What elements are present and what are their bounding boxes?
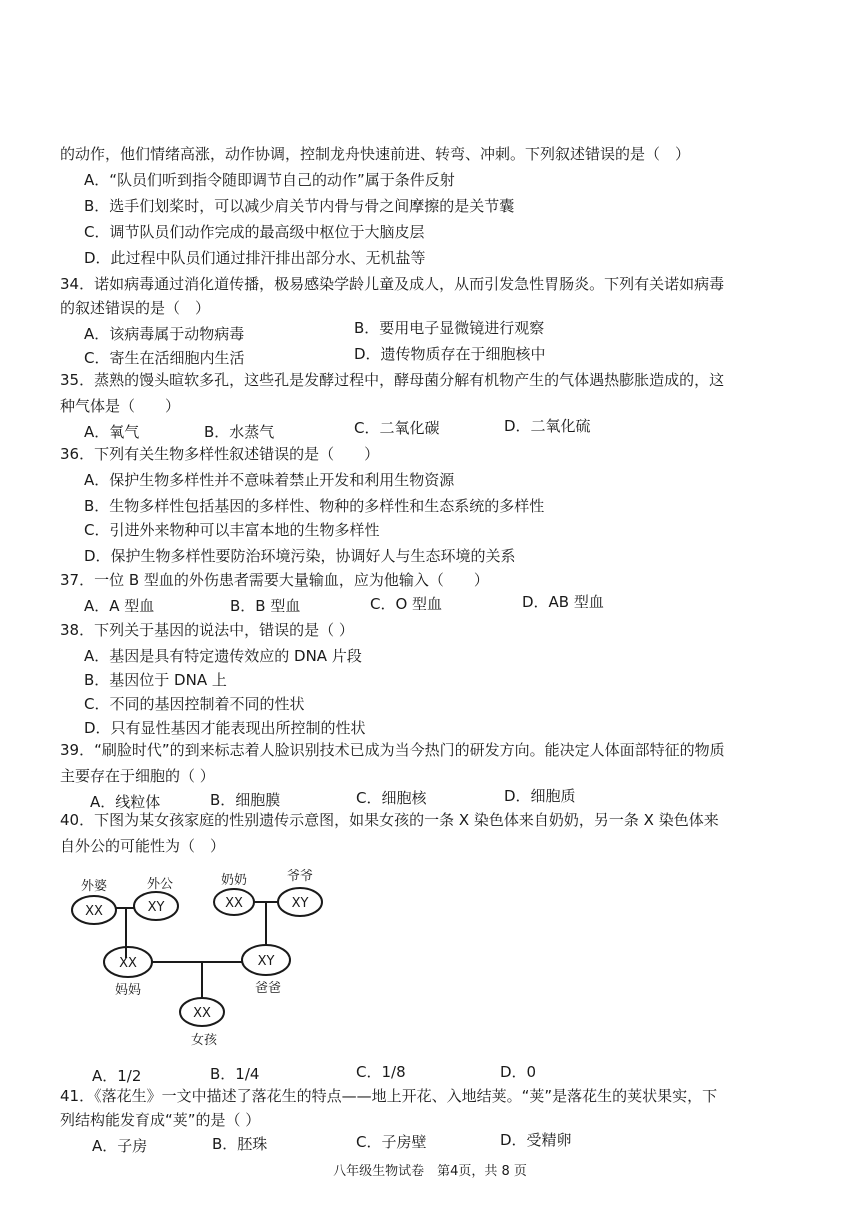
q33-option-c: C．调节队员们动作完成的最高级中枢位于大脑皮层 <box>84 223 425 241</box>
q38-option-a: A．基因是具有特定遗传效应的 DNA 片段 <box>84 647 362 665</box>
nainai-label: 奶奶 <box>220 873 248 888</box>
yeye-label: 爷爷 <box>286 869 314 884</box>
q34-option-d: D．遗传物质存在于细胞核中 <box>354 345 546 363</box>
q41-stem-line2: 列结构能发育成“荚”的是（ ） <box>60 1111 261 1129</box>
page-footer: 八年级生物试卷 第4页，共 8 页 <box>333 1164 527 1179</box>
q39-stem-line2: 主要存在于细胞的（ ） <box>60 767 215 785</box>
q40-option-d: D．0 <box>500 1063 537 1081</box>
q39-option-c: C．细胞核 <box>356 789 427 807</box>
q39-option-a: A．线粒体 <box>90 793 161 811</box>
sex-inheritance-diagram <box>60 862 360 1052</box>
q35-stem-line1: 35．蒸熟的馒头暄软多孔，这些孔是发酵过程中，酵母菌分解有机物产生的气体遇热膨胀造成的，这 <box>60 371 725 389</box>
q35-option-b: B．水蒸气 <box>204 423 275 441</box>
q38-stem: 38．下列关于基因的说法中，错误的是（ ） <box>60 621 354 639</box>
q36-stem: 36．下列有关生物多样性叙述错误的是（ ） <box>60 445 380 463</box>
q40-stem-line1: 40．下图为某女孩家庭的性别遗传示意图，如果女孩的一条 X 染色体来自奶奶，另一条 X 染色体来 <box>60 811 719 829</box>
q38-option-c: C．不同的基因控制着不同的性状 <box>84 695 305 713</box>
q38-option-d: D．只有显性基因才能表现出所控制的性状 <box>84 719 366 737</box>
q41-option-d: D．受精卵 <box>500 1131 572 1149</box>
q34-stem-line1: 34．诺如病毒通过消化道传播，极易感染学龄儿童及成人，从而引发急性胃肠炎。下列有关诺如病毒 <box>60 275 725 293</box>
q36-option-a: A．保护生物多样性并不意味着禁止开发和利用生物资源 <box>84 471 455 489</box>
q41-option-a: A．子房 <box>92 1137 148 1155</box>
mama-chrom: XX <box>119 956 137 971</box>
q36-option-b: B．生物多样性包括基因的多样性、物种的多样性和生态系统的多样性 <box>84 497 545 515</box>
nainai-chrom: XX <box>225 896 243 911</box>
waigong-label: 外公 <box>146 877 174 892</box>
q36-option-c: C．引进外来物种可以丰富本地的生物多样性 <box>84 521 380 539</box>
q39-option-b: B．细胞膜 <box>210 791 281 809</box>
waigong-chrom: XY <box>147 900 165 915</box>
q35-stem-line2: 种气体是（ ） <box>60 397 181 415</box>
q41-option-b: B．胚珠 <box>212 1135 268 1153</box>
q34-stem-line2: 的叙述错误的是（ ） <box>60 299 211 317</box>
q35-option-c: C．二氧化碳 <box>354 419 440 437</box>
q40-option-c: C．1/8 <box>356 1063 406 1081</box>
q40-stem-line2: 自外公的可能性为（ ） <box>60 837 226 855</box>
q35-option-d: D．二氧化硫 <box>504 417 591 435</box>
baba-chrom: XY <box>257 954 275 969</box>
waipo-label: 外婆 <box>80 879 108 894</box>
q34-option-b: B．要用电子显微镜进行观察 <box>354 319 545 337</box>
q37-option-b: B．B 型血 <box>230 597 301 615</box>
q33-option-a: A．“队员们听到指令随即调节自己的动作”属于条件反射 <box>84 171 455 189</box>
girl-chrom: XX <box>193 1006 211 1021</box>
q34-option-c: C．寄生在活细胞内生活 <box>84 349 245 367</box>
q39-stem-line1: 39．“刷脸时代”的到来标志着人脸识别技术已成为当今热门的研发方向。能决定人体面部特征的物质 <box>60 741 725 759</box>
q37-option-a: A．A 型血 <box>84 597 155 615</box>
q37-option-c: C．O 型血 <box>370 595 443 613</box>
q35-option-a: A．氧气 <box>84 423 140 441</box>
q41-option-c: C．子房壁 <box>356 1133 427 1151</box>
q37-option-d: D．AB 型血 <box>522 593 604 611</box>
q40-option-b: B．1/4 <box>210 1065 260 1083</box>
girl-label: 女孩 <box>190 1033 218 1048</box>
q41-stem-line1: 41．《落花生》一文中描述了落花生的特点——地上开花、入地结荚。“荚”是落花生的荚状果实，下 <box>60 1087 718 1105</box>
baba-label: 爸爸 <box>254 981 282 996</box>
q37-stem: 37．一位 B 型血的外伤患者需要大量输血，应为他输入（ ） <box>60 571 489 589</box>
mama-label: 妈妈 <box>114 983 142 998</box>
q33-option-b: B．选手们划桨时，可以减少肩关节内骨与骨之间摩擦的是关节囊 <box>84 197 515 215</box>
yeye-chrom: XY <box>291 896 309 911</box>
q33-stem: 的动作，他们情绪高涨，动作协调，控制龙舟快速前进、转弯、冲刺。下列叙述错误的是（ ） <box>60 145 691 163</box>
q36-option-d: D．保护生物多样性要防治环境污染，协调好人与生态环境的关系 <box>84 547 516 565</box>
q33-option-d: D．此过程中队员们通过排汗排出部分水、无机盐等 <box>84 249 426 267</box>
q38-option-b: B．基因位于 DNA 上 <box>84 671 227 689</box>
q39-option-d: D．细胞质 <box>504 787 576 805</box>
waipo-chrom: XX <box>85 904 103 919</box>
q34-option-a: A．该病毒属于动物病毒 <box>84 325 245 343</box>
q40-option-a: A．1/2 <box>92 1067 142 1085</box>
